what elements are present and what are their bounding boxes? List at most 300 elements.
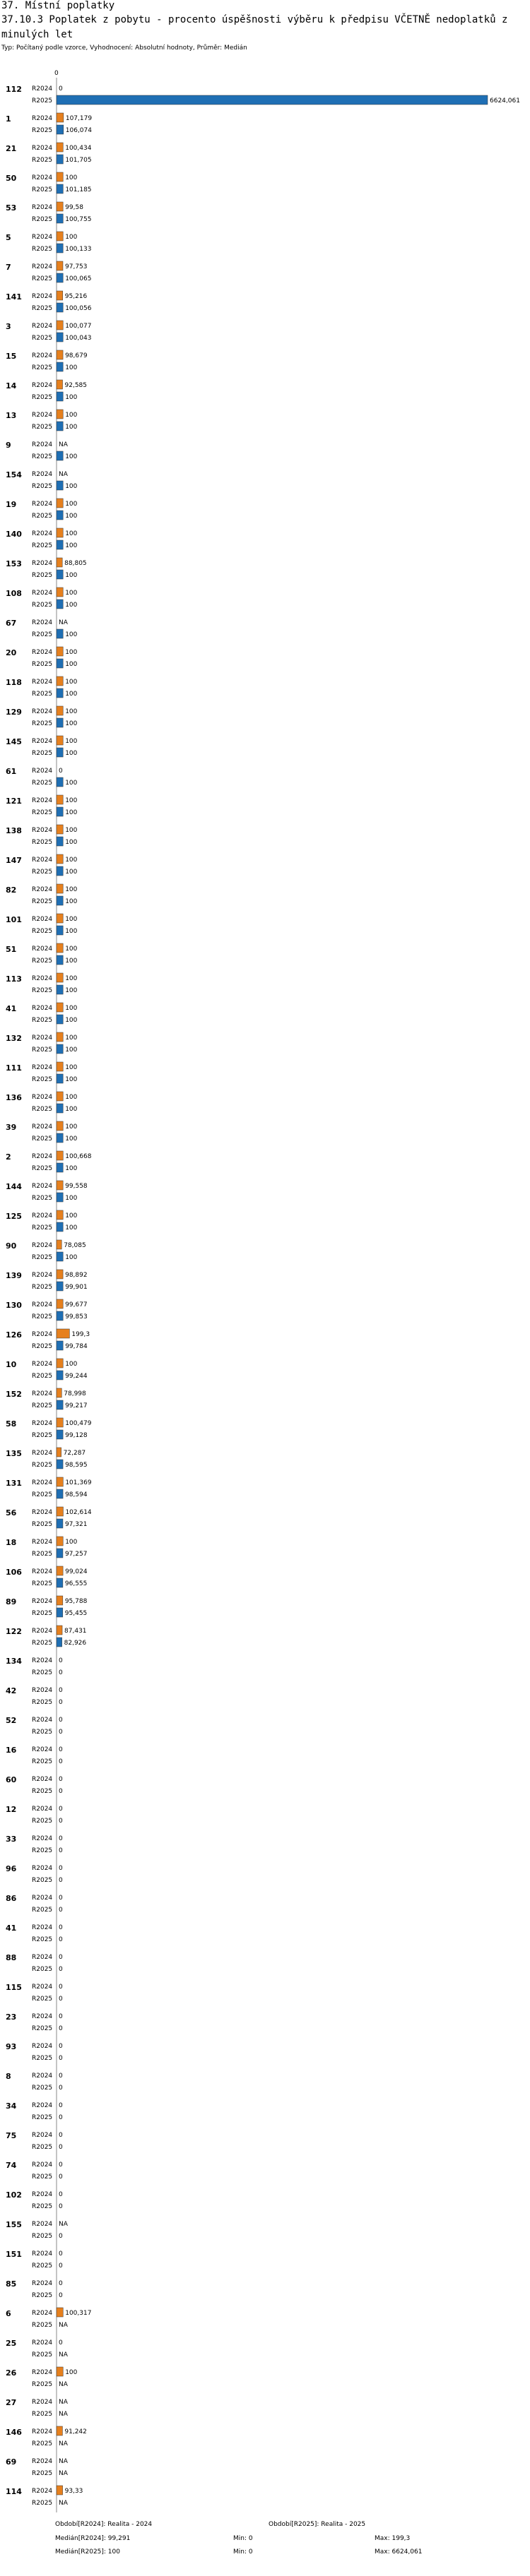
value-label: NA (59, 2470, 68, 2477)
series-label: R2024 (32, 501, 53, 508)
series-label: R2025 (32, 1373, 53, 1380)
value-label: 100 (65, 691, 78, 698)
bar-r2024 (57, 1299, 63, 1308)
group-label: 9 (6, 441, 11, 450)
value-label: NA (59, 2440, 68, 2447)
series-label: R2024 (32, 1895, 53, 1902)
series-label: R2024 (32, 1568, 53, 1575)
value-label: 0 (59, 2280, 63, 2287)
bar-r2025 (57, 570, 63, 579)
value-label: 100 (65, 1017, 78, 1024)
bar-r2024 (57, 1270, 63, 1279)
series-label: R2024 (32, 2428, 53, 2435)
group-label: 89 (6, 1597, 17, 1606)
series-label: R2024 (32, 946, 53, 953)
value-label: 0 (59, 1776, 63, 1783)
value-label: 78,998 (64, 1390, 86, 1397)
value-label: 101,369 (65, 1479, 92, 1486)
group-label: 121 (6, 797, 22, 806)
group-label: 16 (6, 1746, 17, 1755)
group-label: 90 (6, 1241, 17, 1251)
series-label: R2025 (32, 2144, 53, 2151)
bar-r2024 (57, 261, 63, 270)
value-label: 100,755 (65, 216, 92, 223)
value-label: 0 (59, 1996, 63, 2003)
group-label: 118 (6, 678, 22, 687)
value-label: 0 (59, 1835, 63, 1842)
series-label: R2025 (32, 1907, 53, 1914)
chart-subtitle: 37.10.3 Poplatek z pobytu - procento úspěšnosti výběru k předpisu VČETNĚ nedoplatků z minulých let (1, 14, 508, 40)
bar-r2025 (57, 1608, 63, 1617)
bar-r2024 (57, 1181, 63, 1190)
series-label: R2025 (32, 1551, 53, 1558)
series-label: R2024 (32, 263, 53, 270)
series-label: R2025 (32, 2114, 53, 2121)
group-label: 51 (6, 945, 17, 954)
bar-r2024 (57, 2367, 63, 2376)
series-label: R2024 (32, 708, 53, 715)
bar-r2024 (57, 1092, 63, 1101)
series-label: R2025 (32, 394, 53, 401)
series-label: R2025 (32, 364, 53, 371)
series-label: R2025 (32, 1343, 53, 1350)
group-label: 33 (6, 1835, 17, 1844)
value-label: 100 (65, 928, 78, 935)
chart-meta: Typ: Počítaný podle vzorce, Vyhodnocení: Absolutní hodnoty, Průměr: Medián (1, 44, 247, 52)
series-label: R2025 (32, 246, 53, 253)
value-label: 100 (65, 602, 78, 609)
series-label: R2024 (32, 1776, 53, 1783)
bar-r2024 (57, 1626, 62, 1635)
value-label: 0 (59, 2114, 63, 2121)
series-label: R2025 (32, 1195, 53, 1202)
bar-r2024 (57, 1477, 63, 1486)
series-label: R2024 (32, 560, 53, 567)
value-label: 72,287 (63, 1450, 86, 1457)
series-label: R2025 (32, 453, 53, 460)
value-label: 107,179 (65, 115, 93, 122)
bar-r2024 (57, 1418, 63, 1427)
value-label: 100 (65, 530, 78, 537)
value-label: 100 (65, 631, 78, 638)
bar-r2025 (57, 926, 63, 935)
series-label: R2025 (32, 602, 53, 609)
median-r2024: Medián[R2024]: 99,291 (55, 2535, 131, 2542)
value-label: 100,434 (65, 145, 92, 152)
series-label: R2025 (32, 780, 53, 787)
legend-r2025: Období[R2025]: Realita - 2025 (269, 2521, 366, 2528)
series-label: R2024 (32, 649, 53, 656)
group-label: 111 (6, 1063, 22, 1073)
group-label: 86 (6, 1894, 17, 1903)
bar-r2024 (57, 1032, 63, 1042)
value-label: 100 (65, 1005, 78, 1012)
value-label: 100 (65, 234, 78, 241)
value-label: NA (59, 2381, 68, 2388)
bar-r2025 (57, 481, 63, 490)
series-label: R2024 (32, 1598, 53, 1605)
value-label: 100 (65, 1046, 78, 1054)
series-label: R2024 (32, 234, 53, 241)
value-label: 100 (65, 2369, 78, 2376)
series-label: R2024 (32, 1657, 53, 1664)
series-label: R2024 (32, 827, 53, 834)
group-label: 93 (6, 2042, 17, 2051)
group-label: 129 (6, 708, 22, 717)
value-label: 100 (65, 750, 78, 757)
value-label: 100 (65, 542, 78, 549)
bar-r2025 (57, 1400, 63, 1409)
series-label: R2024 (32, 886, 53, 893)
value-label: 100 (65, 738, 78, 745)
value-label: 95,788 (64, 1598, 88, 1605)
series-label: R2024 (32, 1034, 53, 1042)
group-label: 41 (6, 1924, 17, 1933)
series-label: R2024 (32, 1924, 53, 1931)
value-label: 97,753 (65, 263, 88, 270)
bar-r2024 (57, 143, 63, 152)
value-label: 100 (65, 1064, 78, 1071)
value-label: NA (59, 2411, 68, 2418)
group-label: 10 (6, 1360, 17, 1369)
bar-r2024 (57, 2426, 62, 2435)
series-label: R2024 (32, 2102, 53, 2109)
series-label: R2024 (32, 1064, 53, 1071)
series-label: R2024 (32, 768, 53, 775)
bar-r2025 (57, 955, 63, 965)
group-label: 60 (6, 1775, 17, 1784)
value-label: 100 (65, 1212, 78, 1220)
bar-r2025 (57, 184, 63, 193)
series-label: R2024 (32, 352, 53, 359)
value-label: 95,216 (64, 293, 88, 300)
legend-r2024: Období[R2024]: Realita - 2024 (55, 2521, 153, 2528)
series-label: R2025 (32, 2233, 53, 2240)
value-label: 100,043 (65, 335, 92, 342)
bar-r2024 (57, 854, 63, 864)
value-label: NA (59, 2500, 68, 2507)
series-label: R2025 (32, 2500, 53, 2507)
bar-r2024 (57, 113, 64, 122)
series-label: R2025 (32, 631, 53, 638)
group-label: 69 (6, 2457, 17, 2467)
bar-r2025 (57, 1133, 63, 1143)
bar-r2024 (57, 1566, 63, 1575)
series-label: R2025 (32, 1610, 53, 1617)
value-label: NA (59, 2399, 68, 2406)
bar-r2024 (57, 588, 63, 597)
bar-r2024 (57, 499, 63, 508)
bar-r2025 (57, 1163, 63, 1172)
group-label: 115 (6, 1983, 22, 1992)
group-label: 85 (6, 2279, 17, 2289)
bar-r2024 (57, 350, 63, 359)
series-label: R2024 (32, 1835, 53, 1842)
value-label: 6624,061 (490, 97, 520, 105)
series-label: R2025 (32, 1521, 53, 1528)
series-label: R2025 (32, 1432, 53, 1439)
max-r2024: Max: 199,3 (375, 2535, 411, 2542)
series-label: R2025 (32, 2055, 53, 2062)
series-label: R2024 (32, 323, 53, 330)
value-label: 0 (59, 2013, 63, 2020)
series-label: R2025 (32, 186, 53, 193)
value-label: 0 (59, 2144, 63, 2151)
group-label: 14 (6, 381, 17, 390)
bar-r2025 (57, 1549, 63, 1558)
bar-r2025 (57, 95, 488, 105)
bar-r2025 (57, 451, 63, 460)
value-label: 0 (59, 1966, 63, 1973)
series-label: R2024 (32, 2013, 53, 2020)
series-label: R2025 (32, 2381, 53, 2388)
series-label: R2024 (32, 204, 53, 211)
series-label: R2025 (32, 898, 53, 905)
series-label: R2025 (32, 1462, 53, 1469)
bar-r2024 (57, 795, 63, 804)
value-label: NA (59, 2322, 68, 2329)
value-label: 98,892 (65, 1272, 88, 1279)
bar-r2025 (57, 392, 63, 401)
value-label: 0 (59, 2250, 63, 2258)
bar-r2025 (57, 1430, 63, 1439)
group-label: 15 (6, 352, 17, 361)
series-label: R2024 (32, 1331, 53, 1338)
group-label: 145 (6, 737, 22, 746)
bar-r2024 (57, 291, 63, 300)
series-label: R2024 (32, 1628, 53, 1635)
bar-r2024 (57, 825, 63, 834)
bar-r2025 (57, 985, 63, 994)
value-label: 0 (59, 2203, 63, 2210)
group-label: 151 (6, 2250, 22, 2259)
series-label: R2025 (32, 928, 53, 935)
group-label: 153 (6, 559, 22, 568)
group-label: 146 (6, 2428, 22, 2437)
series-label: R2025 (32, 2411, 53, 2418)
group-label: 141 (6, 292, 22, 302)
value-label: 100 (65, 1106, 78, 1113)
series-label: R2025 (32, 216, 53, 223)
series-label: R2024 (32, 1212, 53, 1220)
bar-r2025 (57, 1044, 63, 1054)
series-label: R2025 (32, 127, 53, 134)
value-label: 99,58 (65, 204, 83, 211)
series-label: R2024 (32, 1390, 53, 1397)
value-label: 100 (65, 797, 78, 804)
series-label: R2025 (32, 1165, 53, 1172)
series-label: R2024 (32, 1153, 53, 1160)
series-label: R2025 (32, 2025, 53, 2032)
value-label: 99,128 (65, 1432, 88, 1439)
series-label: R2024 (32, 293, 53, 300)
series-label: R2024 (32, 1479, 53, 1486)
value-label: 0 (59, 2174, 63, 2181)
series-label: R2025 (32, 1402, 53, 1409)
value-label: 100 (65, 483, 78, 490)
bar-r2024 (57, 558, 62, 567)
series-label: R2024 (32, 441, 53, 448)
series-label: R2025 (32, 750, 53, 757)
series-label: R2025 (32, 720, 53, 727)
series-label: R2024 (32, 2161, 53, 2169)
series-label: R2024 (32, 975, 53, 982)
series-label: R2024 (32, 2458, 53, 2465)
bar-r2024 (57, 736, 63, 745)
bar-r2024 (57, 380, 63, 389)
value-label: 99,784 (65, 1343, 88, 1350)
value-label: 0 (59, 2339, 63, 2347)
series-label: R2024 (32, 2339, 53, 2347)
series-label: R2024 (32, 471, 53, 478)
series-label: R2025 (32, 335, 53, 342)
value-label: 99,853 (65, 1313, 88, 1320)
series-label: R2025 (32, 1580, 53, 1587)
value-label: 100 (65, 1195, 78, 1202)
value-label: 99,677 (65, 1301, 88, 1308)
bar-r2025 (57, 362, 63, 371)
series-label: R2024 (32, 174, 53, 181)
series-label: R2025 (32, 157, 53, 164)
bar-r2025 (57, 1252, 63, 1261)
value-label: 101,705 (65, 157, 92, 164)
value-label: 100 (65, 412, 78, 419)
series-label: R2025 (32, 1284, 53, 1291)
series-label: R2024 (32, 2221, 53, 2228)
series-label: R2025 (32, 2174, 53, 2181)
group-label: 50 (6, 174, 17, 183)
value-label: 100 (65, 809, 78, 816)
value-label: 100 (65, 424, 78, 431)
value-label: 99,024 (65, 1568, 88, 1575)
series-label: R2024 (32, 1301, 53, 1308)
series-label: R2024 (32, 145, 53, 152)
series-label: R2024 (32, 619, 53, 626)
value-label: 87,431 (64, 1628, 87, 1635)
bar-r2024 (57, 172, 63, 181)
group-label: 101 (6, 915, 22, 924)
group-label: 82 (6, 886, 17, 895)
value-label: 0 (59, 2043, 63, 2050)
series-label: R2024 (32, 679, 53, 686)
value-label: 100 (65, 1034, 78, 1042)
value-label: 100 (65, 1165, 78, 1172)
bar-r2025 (57, 1460, 63, 1469)
series-label: R2024 (32, 1806, 53, 1813)
bar-r2024 (57, 1210, 63, 1220)
group-label: 13 (6, 411, 17, 420)
value-label: 0 (59, 2073, 63, 2080)
bar-r2025 (57, 214, 63, 223)
series-label: R2025 (32, 2322, 53, 2329)
bar-r2024 (57, 973, 63, 982)
series-label: R2025 (32, 2203, 53, 2210)
series-label: R2024 (32, 2399, 53, 2406)
min-r2025: Min: 0 (233, 2548, 253, 2556)
series-label: R2025 (32, 1313, 53, 1320)
median-r2025: Medián[R2025]: 100 (55, 2548, 120, 2556)
series-label: R2025 (32, 1966, 53, 1973)
value-label: 100,668 (65, 1153, 92, 1160)
group-label: 6 (6, 2309, 11, 2318)
series-label: R2024 (32, 2132, 53, 2139)
group-label: 21 (6, 144, 17, 153)
value-label: 0 (59, 1954, 63, 1961)
bar-r2024 (57, 1537, 63, 1546)
bar-r2025 (57, 303, 63, 312)
series-label: R2025 (32, 1106, 53, 1113)
bar-r2025 (57, 1519, 63, 1528)
group-label: 122 (6, 1627, 22, 1636)
value-label: 95,455 (64, 1610, 88, 1617)
value-label: 0 (59, 1699, 63, 1706)
value-label: 0 (59, 1657, 63, 1664)
bar-r2024 (57, 943, 63, 953)
bar-r2025 (57, 748, 63, 757)
axis-tick-label: 0 (54, 70, 59, 77)
bar-r2025 (57, 422, 63, 431)
bar-r2025 (57, 1222, 63, 1232)
group-label: 20 (6, 648, 17, 657)
value-label: 100 (65, 827, 78, 834)
group-label: 136 (6, 1093, 22, 1102)
value-label: 100 (65, 780, 78, 787)
series-label: R2024 (32, 2280, 53, 2287)
group-label: 140 (6, 530, 22, 539)
series-label: R2024 (32, 382, 53, 389)
series-label: R2025 (32, 275, 53, 282)
group-label: 147 (6, 856, 22, 865)
series-label: R2024 (32, 590, 53, 597)
bar-r2025 (57, 244, 63, 253)
value-label: NA (59, 2221, 68, 2228)
series-label: R2025 (32, 1996, 53, 2003)
series-label: R2024 (32, 2250, 53, 2258)
series-label: R2024 (32, 85, 53, 93)
series-label: R2025 (32, 1669, 53, 1676)
bar-r2025 (57, 1578, 63, 1587)
value-label: NA (59, 2458, 68, 2465)
series-label: R2025 (32, 1076, 53, 1083)
series-label: R2025 (32, 1491, 53, 1498)
bar-r2025 (57, 155, 63, 164)
value-label: 99,244 (65, 1373, 88, 1380)
page-title: 37. Místní poplatky (1, 0, 115, 11)
value-label: 100 (65, 857, 78, 864)
series-label: R2024 (32, 2369, 53, 2376)
group-label: 114 (6, 2487, 22, 2496)
series-label: R2024 (32, 2488, 53, 2495)
series-label: R2024 (32, 1954, 53, 1961)
series-label: R2024 (32, 1420, 53, 1427)
value-label: 102,614 (65, 1509, 92, 1516)
value-label: 0 (59, 1847, 63, 1854)
group-label: 88 (6, 1953, 17, 1962)
bar-r2024 (57, 1448, 61, 1457)
series-label: R2024 (32, 1005, 53, 1012)
series-label: R2024 (32, 2191, 53, 2198)
value-label: 0 (59, 1907, 63, 1914)
group-label: 52 (6, 1716, 17, 1725)
bar-r2025 (57, 1193, 63, 1202)
value-label: NA (59, 441, 68, 448)
value-label: 96,555 (64, 1580, 88, 1587)
bar-r2024 (57, 1507, 63, 1516)
group-label: 3 (6, 322, 11, 331)
series-label: R2025 (32, 1017, 53, 1024)
series-label: R2024 (32, 2073, 53, 2080)
series-label: R2025 (32, 1699, 53, 1706)
